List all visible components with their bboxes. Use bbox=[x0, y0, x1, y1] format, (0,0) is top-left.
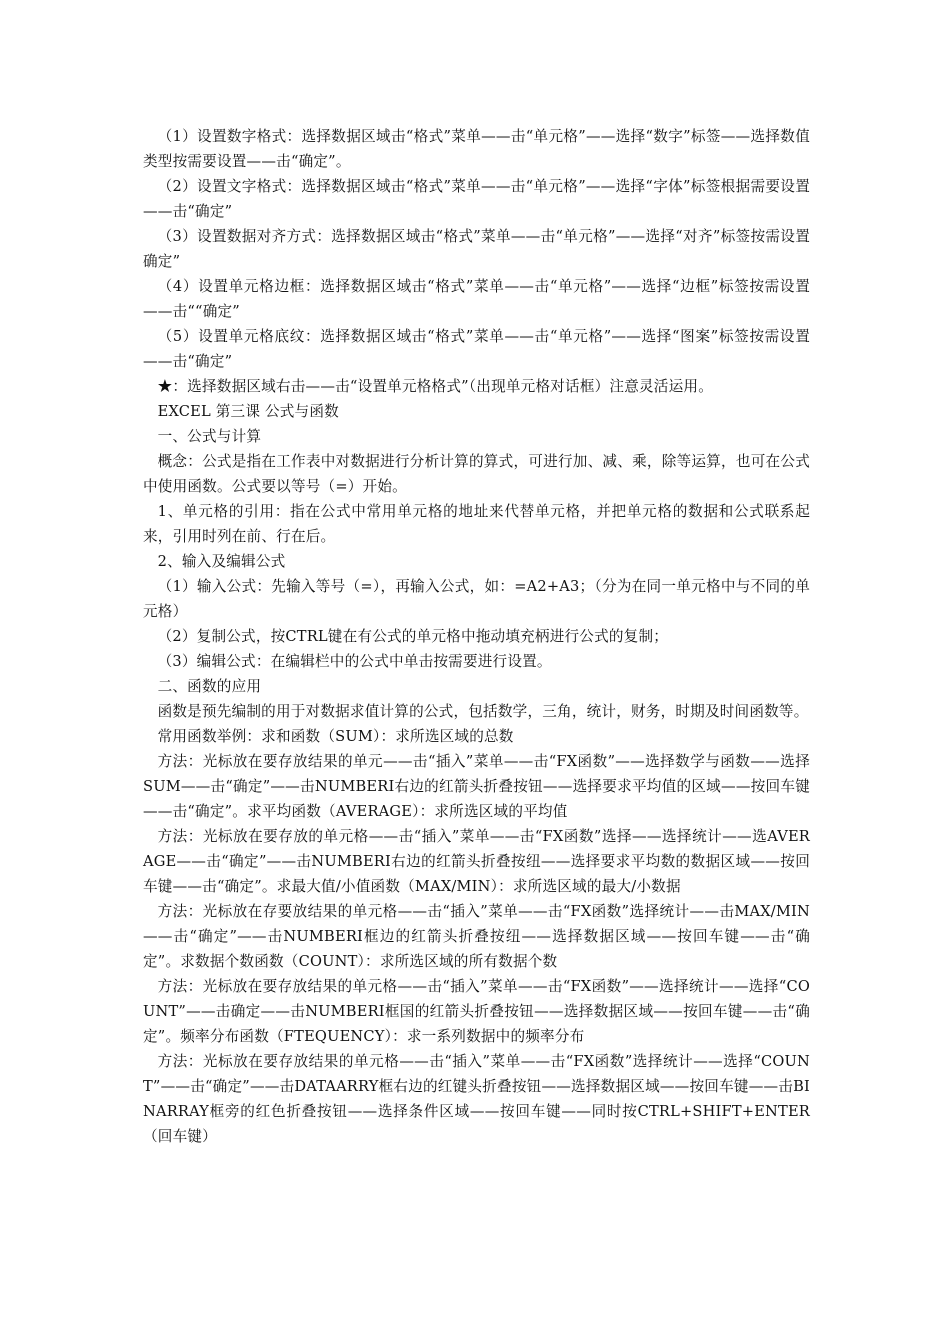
paragraph-method-sum: 方法：光标放在要存放结果的单元——击“插入”菜单——击“FX函数”——选择数学与函数——选择SUM——击“确定”——击NUMBERI右边的红箭头折叠按钮——选择要求平均值的区域——按回车键——击“确定”。求平均函数（AVERAGE）：求所选区域的平均值 bbox=[143, 753, 810, 820]
paragraph-sum-example: 常用函数举例：求和函数（SUM）：求所选区域的总数 bbox=[157, 728, 514, 745]
paragraph-border: （4）设置单元格边框：选择数据区域击“格式”菜单——击“单元格”——选择“边框”标签按需设置——击““确定” bbox=[143, 278, 810, 320]
document-body bbox=[143, 124, 810, 1149]
paragraph-alignment: （3）设置数据对齐方式：选择数据区域击“格式”菜单——击“单元格”——选择“对齐”标签按需设置确定” bbox=[143, 228, 810, 270]
paragraph-cell-reference: 1、单元格的引用：指在公式中常用单元格的地址来代替单元格，并把单元格的数据和公式联系起来，引用时列在前、行在后。 bbox=[143, 503, 810, 545]
subheading-edit-formula: 2、输入及编辑公式 bbox=[157, 553, 286, 570]
lesson-title: EXCEL 第三课 公式与函数 bbox=[157, 403, 339, 420]
paragraph-method-frequency: 方法：光标放在要存放结果的单元格——击“插入”菜单——击“FX函数”选择统计——选择“COUNT”——击“确定”——击DATAARRY框右边的红键头折叠按钮——选择数据区域——按回车键——击BINARRAY框旁的红色折叠按钮——选择条件区域——按回车键——同时按CTRL+SHIFT+ENTER（回车键） bbox=[143, 1053, 810, 1145]
paragraph-method-average: 方法：光标放在要存放的单元格——击“插入”菜单——击“FX函数”选择——选择统计——选AVERAGE——击“确定”——击NUMBERI右边的红箭头折叠按纽——选择要求平均数的数据区域——按回车键——击“确定”。求最大值/小值函数（MAX/MIN）：求所选区域的最大/小数据 bbox=[143, 828, 810, 895]
paragraph-text-format: （2）设置文字格式：选择数据区域击“格式”菜单——击“单元格”——选择“字体”标签根据需要设置——击“确定” bbox=[143, 178, 810, 220]
paragraph-function-definition: 函数是预先编制的用于对数据求值计算的公式，包括数学，三角，统计，财务，时期及时间函数等。 bbox=[157, 703, 809, 720]
section-heading-formula: 一、公式与计算 bbox=[157, 428, 262, 445]
paragraph-concept: 概念：公式是指在工作表中对数据进行分析计算的算式，可进行加、减、乘，除等运算，也可在公式中使用函数。公式要以等号（=）开始。 bbox=[143, 453, 810, 495]
paragraph-star-tip: ★：选择数据区域右击——击“设置单元格格式”（出现单元格对话框）注意灵活运用。 bbox=[157, 378, 713, 395]
paragraph-number-format: （1）设置数字格式：选择数据区域击“格式”菜单——击“单元格”——选择“数字”标签——选择数值类型按需要设置——击“确定”。 bbox=[143, 128, 810, 170]
paragraph-shading: （5）设置单元格底纹：选择数据区域击“格式”菜单——击“单元格”——选择“图案”标签按需设置——击“确定” bbox=[143, 328, 810, 370]
paragraph-method-maxmin: 方法：光标放在存要放结果的单元格——击“插入”菜单——击“FX函数”选择统计——击MAX/MIN——击“确定”——击NUMBERI框边的红箭头折叠按纽——选择数据区域——按回车键——击“确定”。求数据个数函数（COUNT）：求所选区域的所有数据个数 bbox=[143, 903, 810, 970]
paragraph-input-formula: （1）输入公式：先输入等号（=），再输入公式，如：=A2+A3；（分为在同一单元格中与不同的单元格） bbox=[143, 578, 810, 620]
paragraph-method-count: 方法：光标放在要存放结果的单元格——击“插入”菜单——击“FX函数”——选择统计——选择“COUNT”——击确定——击NUMBERI框国的红箭头折叠按钮——选择数据区域——按回车键——击“确定”。频率分布函数（FTEQUENCY）：求一系列数据中的频率分布 bbox=[143, 978, 810, 1045]
paragraph-edit-formula: （3）编辑公式：在编辑栏中的公式中单击按需要进行设置。 bbox=[157, 653, 552, 670]
paragraph-copy-formula: （2）复制公式，按CTRL键在有公式的单元格中拖动填充柄进行公式的复制； bbox=[157, 628, 669, 645]
section-heading-functions: 二、函数的应用 bbox=[157, 678, 262, 695]
